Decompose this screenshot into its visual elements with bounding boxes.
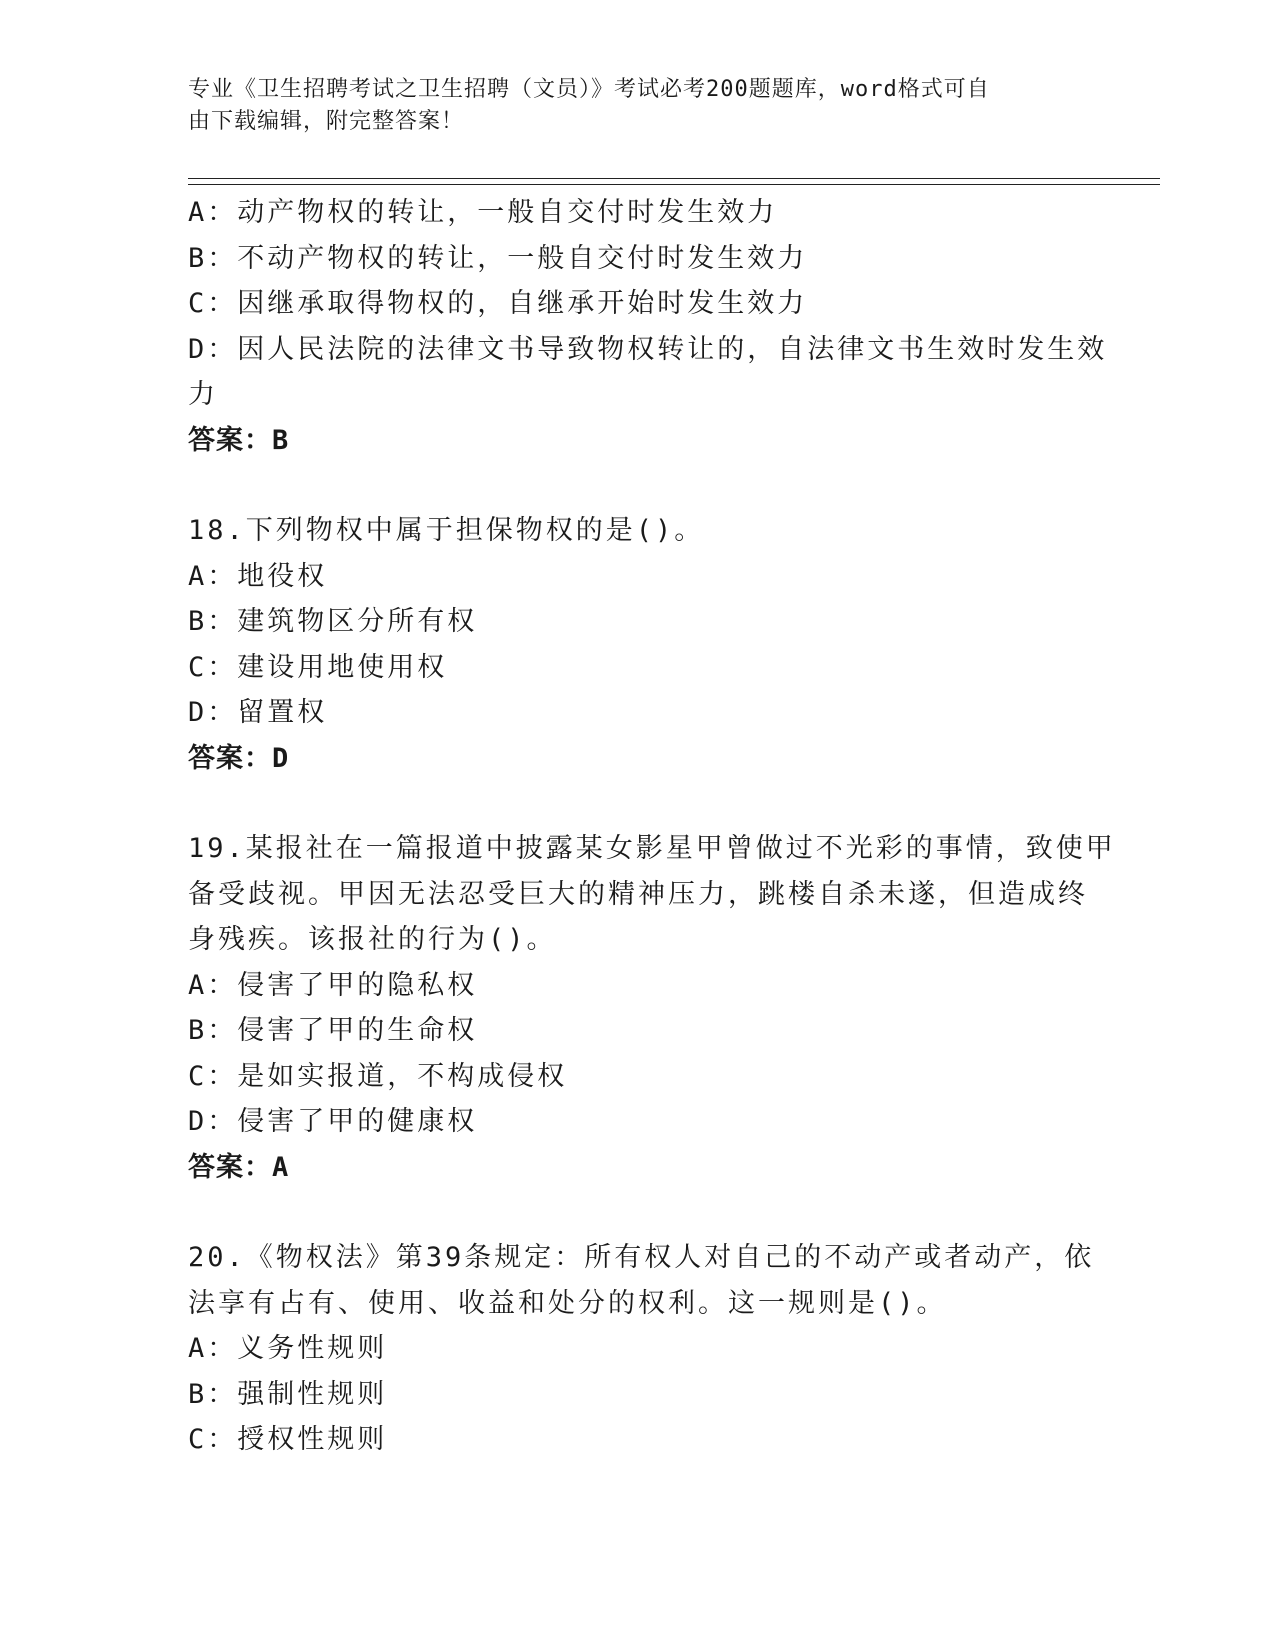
- document-header: [188, 74, 1088, 138]
- option-d-continued: 力: [188, 379, 218, 410]
- option-c: C：授权性规则: [188, 1424, 388, 1455]
- question-stem-line-2: 备受歧视。甲因无法忍受巨大的精神压力，跳楼自杀未遂，但造成终: [188, 878, 1088, 910]
- option-a: A：动产物权的转让，一般自交付时发生效力: [188, 197, 778, 228]
- spacer: [188, 463, 1088, 508]
- header-divider-bottom: [188, 184, 1160, 185]
- header-title-line-1: 专业《卫生招聘考试之卫生招聘（文员）》考试必考200题题库，word格式可自: [188, 77, 990, 102]
- answer-18: 答案：D: [188, 742, 290, 774]
- option-c: C：因继承取得物权的，自继承开始时发生效力: [188, 288, 808, 319]
- question-19: [188, 826, 1116, 1190]
- option-d: D：侵害了甲的健康权: [188, 1106, 478, 1137]
- question-17: [188, 190, 1108, 463]
- question-stem-line-1: 19.某报社在一篇报道中披露某女影星甲曾做过不光彩的事情，致使甲: [188, 833, 1116, 864]
- question-20: [188, 1235, 1095, 1463]
- option-b: B：建筑物区分所有权: [188, 606, 478, 637]
- option-d: D：因人民法院的法律文书导致物权转让的，自法律文书生效时发生效: [188, 333, 1108, 365]
- header-divider-top: [188, 178, 1160, 179]
- spacer: [188, 1190, 1088, 1235]
- spacer: [188, 781, 1088, 826]
- option-b: B：侵害了甲的生命权: [188, 1015, 478, 1046]
- question-list: [188, 190, 1116, 1463]
- option-d: D：留置权: [188, 697, 328, 728]
- option-c: C：建设用地使用权: [188, 651, 448, 683]
- option-a: A：义务性规则: [188, 1333, 388, 1364]
- question-stem: 18.下列物权中属于担保物权的是()。: [188, 515, 705, 546]
- option-b: B：不动产物权的转让，一般自交付时发生效力: [188, 242, 808, 274]
- option-a: A：侵害了甲的隐私权: [188, 969, 478, 1001]
- question-18: [188, 508, 1088, 781]
- option-c: C：是如实报道，不构成侵权: [188, 1060, 568, 1092]
- question-stem-line-1: 20.《物权法》第39条规定：所有权人对自己的不动产或者动产，依: [188, 1242, 1095, 1273]
- question-stem-line-2: 法享有占有、使用、收益和处分的权利。这一规则是()。: [188, 1287, 947, 1319]
- answer-19: 答案：A: [188, 1151, 290, 1183]
- answer-17: 答案：B: [188, 424, 290, 456]
- header-title-line-2: 由下载编辑，附完整答案！: [188, 109, 465, 134]
- option-b: B：强制性规则: [188, 1378, 388, 1410]
- question-stem-line-3: 身残疾。该报社的行为()。: [188, 924, 557, 955]
- option-a: A：地役权: [188, 560, 328, 592]
